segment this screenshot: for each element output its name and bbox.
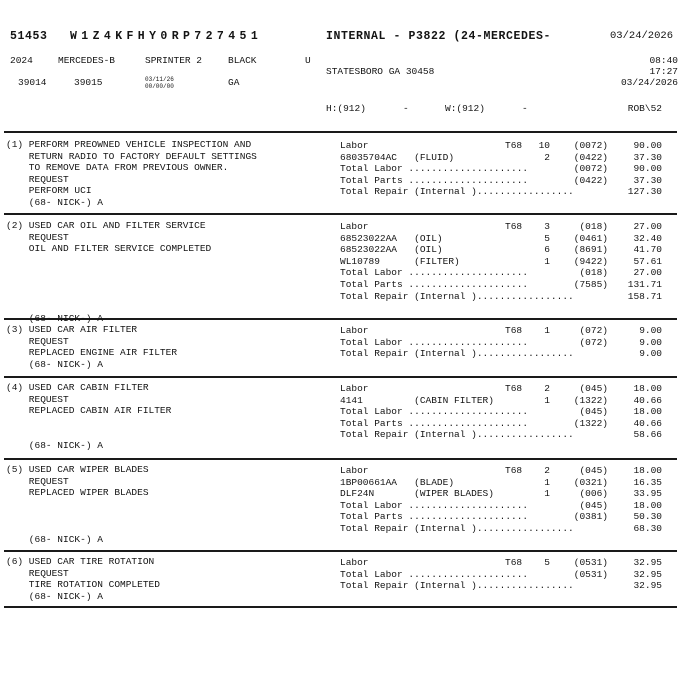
customer-city: STATESBORO GA 30458 (326, 66, 435, 77)
line-amount: 68.30 (633, 523, 662, 534)
vehicle-make: MERCEDES-B (58, 55, 116, 66)
time-in: 08:40 (649, 55, 678, 66)
line-amount: 90.00 (633, 140, 662, 151)
section-divider (4, 318, 677, 320)
job-text-line: OIL AND FILTER SERVICE COMPLETED (6, 243, 212, 255)
section-divider (4, 131, 677, 133)
line-code: (072) (579, 336, 608, 348)
line-description: Total Repair (Internal )................. (340, 348, 574, 360)
line-code: (0321) (573, 476, 608, 488)
line-quantity: 1 (544, 476, 550, 488)
line-description: 1BP00661AA (BLADE) (340, 476, 455, 488)
line-tech: T68 (505, 383, 523, 394)
job-text-line: REQUEST (6, 173, 69, 185)
job-title: (3) USED CAR AIR FILTER (6, 324, 138, 335)
line-amount: 37.30 (633, 174, 662, 186)
line-code: (0531) (573, 557, 608, 568)
line-code: (045) (579, 406, 608, 418)
home-phone: H:(912) (326, 103, 366, 114)
line-code: (0461) (573, 232, 608, 244)
vehicle-year: 2024 (10, 55, 33, 66)
line-code: (0072) (573, 140, 608, 151)
line-amount: 27.00 (633, 221, 662, 232)
line-quantity: 6 (544, 244, 550, 256)
line-description: Total Parts ..................... (340, 174, 529, 186)
line-amount: 18.00 (633, 406, 662, 418)
time-out: 17:27 (649, 66, 678, 77)
section-divider (4, 458, 677, 460)
job-text-line: (68- NICK-) A (6, 358, 103, 370)
line-description: Labor (340, 383, 369, 394)
line-description: Total Repair (Internal )................. (340, 429, 574, 441)
job-text-line: (68- NICK-) A (6, 197, 103, 208)
line-description: Total Labor ..................... (340, 267, 529, 279)
job-title: (2) USED CAR OIL AND FILTER SERVICE (6, 220, 206, 231)
section-divider (4, 376, 677, 378)
line-code: (0072) (573, 163, 608, 175)
line-amount: 9.00 (639, 325, 662, 336)
job-text-line: REPLACED CABIN AIR FILTER (6, 405, 172, 417)
line-amount: 18.00 (633, 383, 662, 394)
line-amount: 9.00 (639, 348, 662, 360)
line-amount: 40.66 (633, 417, 662, 429)
line-description: Labor (340, 221, 369, 232)
job-text-line: RETURN RADIO TO FACTORY DEFAULT SETTINGS (6, 150, 257, 162)
line-description: Total Labor ..................... (340, 499, 529, 511)
job-text-line: REQUEST (6, 335, 69, 347)
line-code: (045) (579, 499, 608, 511)
line-quantity: 5 (544, 232, 550, 244)
line-description: Total Labor ..................... (340, 406, 529, 418)
work-phone-dash: - (522, 103, 528, 114)
job-text-line: (68- NICK-) A (6, 590, 103, 602)
line-tech: T68 (505, 557, 523, 568)
line-description: Labor (340, 325, 369, 336)
line-description: Total Repair (Internal )................. (340, 186, 574, 198)
line-code: (018) (579, 267, 608, 279)
line-amount: 27.00 (633, 267, 662, 279)
print-date: 03/24/2026 (610, 30, 674, 42)
line-description: Total Parts ..................... (340, 279, 529, 290)
line-description: Total Labor ..................... (340, 568, 529, 580)
line-amount: 127.30 (627, 186, 662, 198)
line-description: Total Repair (Internal )................. (340, 523, 574, 534)
line-code: (1322) (573, 417, 608, 429)
line-amount: 58.66 (633, 429, 662, 441)
job-text-line: REQUEST (6, 231, 69, 243)
job-text-line: TIRE ROTATION COMPLETED (6, 579, 160, 591)
line-description: Total Parts ..................... (340, 417, 529, 429)
section-divider (4, 606, 677, 608)
line-code: (0422) (573, 174, 608, 186)
line-code: (018) (579, 221, 608, 232)
line-amount: 158.71 (627, 290, 662, 302)
line-amount: 41.70 (633, 244, 662, 256)
line-code: (8691) (573, 244, 608, 256)
line-description: Labor (340, 140, 369, 151)
code-1: 39014 (18, 77, 47, 88)
small-time: 00/00/00 (145, 83, 174, 90)
job-title: (1) PERFORM PREOWNED VEHICLE INSPECTION AND (6, 139, 252, 150)
line-code: (072) (579, 325, 608, 336)
line-quantity: 1 (544, 325, 550, 336)
job-text-line: REQUEST (6, 567, 69, 579)
line-code: (0381) (573, 511, 608, 523)
line-code: (7585) (573, 279, 608, 290)
job-title: (4) USED CAR CABIN FILTER (6, 382, 149, 393)
line-quantity: 10 (538, 140, 550, 151)
code-2: 39015 (74, 77, 103, 88)
line-description: Total Repair (Internal )................. (340, 580, 574, 592)
line-description: 68523022AA (OIL) (340, 244, 443, 256)
line-amount: 57.61 (633, 255, 662, 267)
line-description: 4141 (CABIN FILTER) (340, 394, 494, 406)
line-amount: 18.00 (633, 465, 662, 476)
job-text-line: TO REMOVE DATA FROM PREVIOUS OWNER. (6, 162, 229, 174)
job-text-line: (68- NICK-) A (6, 533, 103, 545)
line-amount: 18.00 (633, 499, 662, 511)
job-text-line: (68- NICK-) A (6, 312, 103, 324)
job-text-line: (68- NICK-) A (6, 440, 103, 451)
line-description: 68035704AC (FLUID) (340, 151, 455, 163)
line-quantity: 5 (544, 557, 550, 568)
state-code: GA (228, 77, 240, 88)
line-amount: 40.66 (633, 394, 662, 406)
line-tech: T68 (505, 325, 523, 336)
line-amount: 90.00 (633, 163, 662, 175)
line-description: DLF24N (WIPER BLADES) (340, 488, 494, 500)
line-quantity: 1 (544, 394, 550, 406)
line-description: Total Labor ..................... (340, 163, 529, 175)
section-divider (4, 550, 677, 552)
line-amount: 50.30 (633, 511, 662, 523)
line-amount: 32.95 (633, 580, 662, 592)
line-amount: 33.95 (633, 488, 662, 500)
document-title: INTERNAL - P3822 (24-MERCEDES- (326, 30, 552, 43)
job-title: (6) USED CAR TIRE ROTATION (6, 556, 155, 567)
line-description: Labor (340, 557, 369, 568)
home-phone-dash: - (403, 103, 409, 114)
line-code: (006) (579, 488, 608, 500)
job-text-line: REQUEST (6, 393, 69, 405)
line-description: Total Parts ..................... (340, 511, 529, 523)
work-phone: W:(912) (445, 103, 485, 114)
vehicle-color: BLACK (228, 55, 257, 66)
line-tech: T68 (505, 221, 523, 232)
ro-number: 51453 (10, 30, 48, 43)
line-quantity: 2 (544, 151, 550, 163)
status-flag: U (305, 55, 311, 66)
job-title: (5) USED CAR WIPER BLADES (6, 464, 149, 475)
promise-date: 03/24/2026 (620, 77, 678, 88)
line-quantity: 1 (544, 488, 550, 500)
small-date: 03/11/26 (145, 76, 174, 83)
line-code: (0422) (573, 151, 608, 163)
advisor-code: ROB\52 (627, 103, 662, 114)
line-amount: 32.95 (633, 568, 662, 580)
line-code: (045) (579, 465, 608, 476)
vin: W1Z4KFHY0RP727451 (70, 30, 263, 43)
section-divider (4, 213, 677, 215)
line-quantity: 2 (544, 383, 550, 394)
line-amount: 32.40 (633, 232, 662, 244)
line-tech: T68 (505, 465, 523, 476)
line-amount: 16.35 (633, 476, 662, 488)
line-quantity: 3 (544, 221, 550, 232)
line-code: (045) (579, 383, 608, 394)
line-description: Labor (340, 465, 369, 476)
line-description: 68523022AA (OIL) (340, 232, 443, 244)
line-amount: 131.71 (627, 279, 662, 290)
vehicle-model: SPRINTER 2 (145, 55, 203, 66)
line-description: Total Repair (Internal )................. (340, 290, 574, 302)
line-amount: 37.30 (633, 151, 662, 163)
line-amount: 32.95 (633, 557, 662, 568)
line-quantity: 2 (544, 465, 550, 476)
job-text-line: REQUEST (6, 475, 69, 487)
line-code: (0531) (573, 568, 608, 580)
line-description: Total Labor ..................... (340, 336, 529, 348)
line-amount: 9.00 (639, 336, 662, 348)
line-description: WL10789 (FILTER) (340, 255, 460, 267)
job-text-line: REPLACED WIPER BLADES (6, 487, 149, 499)
line-code: (1322) (573, 394, 608, 406)
line-code: (9422) (573, 255, 608, 267)
job-text-line: REPLACED ENGINE AIR FILTER (6, 347, 178, 359)
line-quantity: 1 (544, 255, 550, 267)
line-tech: T68 (505, 140, 523, 151)
job-text-line: PERFORM UCI (6, 185, 92, 197)
